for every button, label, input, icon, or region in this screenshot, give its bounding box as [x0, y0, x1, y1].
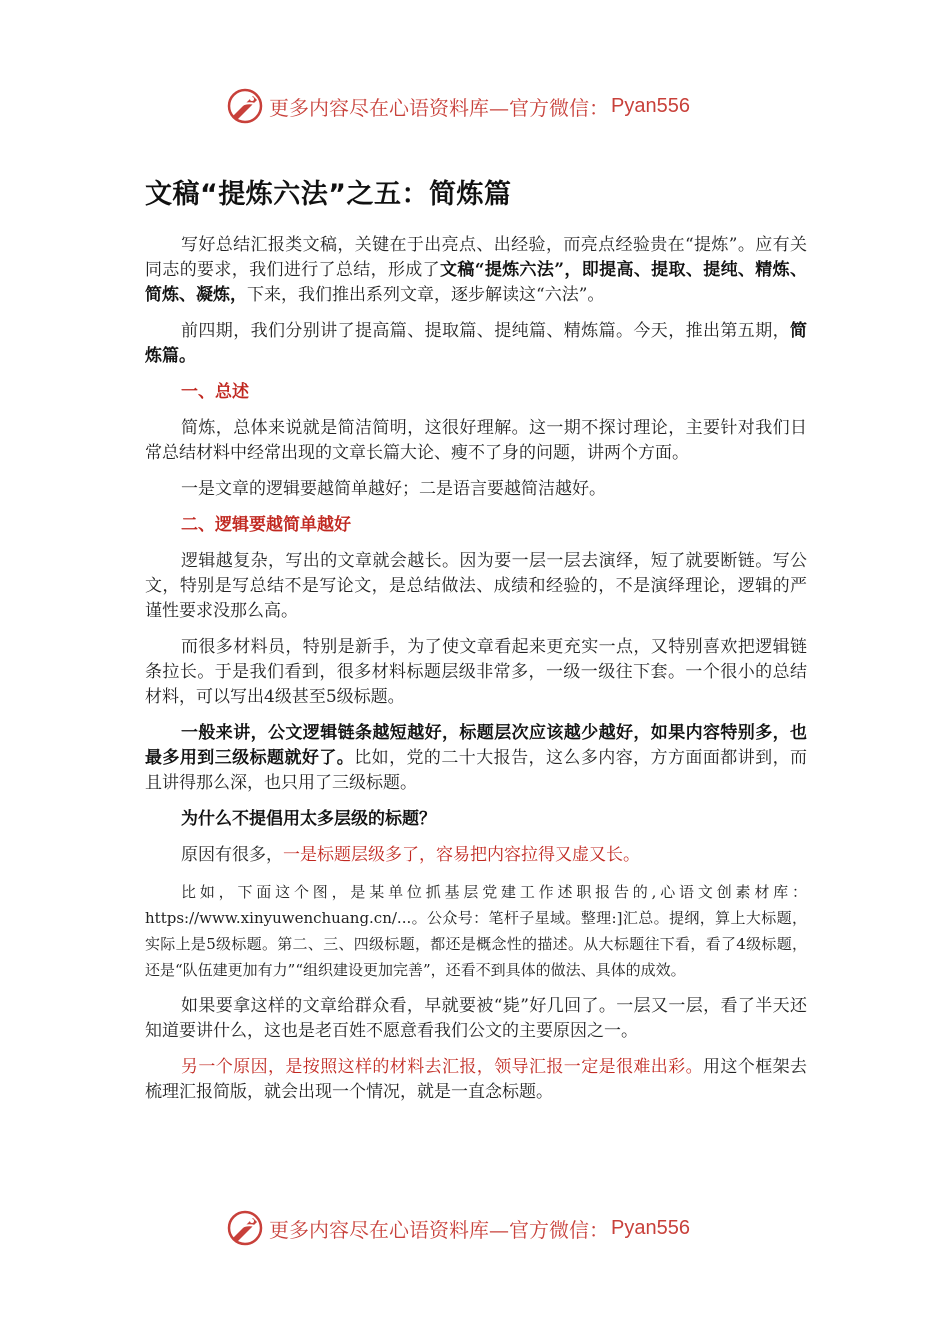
banner-wechat-id: Pyan556: [611, 94, 690, 117]
section-heading-overview: 一、总述: [181, 382, 249, 402]
article: [145, 172, 807, 1116]
pen-nib-logo-icon: [225, 86, 265, 126]
footer-banner: [225, 1208, 725, 1248]
paragraph-previous: 前四期，我们分别讲了提高篇、提取篇、提纯篇、精炼篇。今天，推出第五期，简炼篇。: [145, 321, 807, 366]
paragraph-overview: 简炼，总体来说就是简洁简明，这很好理解。这一期不探讨理论，主要针对我们日常总结材料中经常出现的文章长篇大论、瘦不了身的问题，讲两个方面。: [145, 418, 807, 463]
pen-nib-logo-icon: [225, 1208, 265, 1248]
article-title: 文稿“提炼六法”之五：简炼篇: [145, 179, 512, 210]
paragraph-readers: 如果要拿这样的文章给群众看，早就要被“毙”好几回了。一层又一层，看了半天还知道要讲什么，这也是老百姓不愿意看我们公文的主要原因之一。: [145, 996, 807, 1041]
paragraph-two-aspects: 一是文章的逻辑要越简单越好；二是语言要越简洁越好。: [181, 479, 606, 499]
banner-text: 更多内容尽在心语资料库—官方微信：: [269, 95, 609, 120]
header-banner: [225, 86, 725, 126]
paragraph-example: 比如，下面这个图，是某单位抓基层党建工作述职报告的,心语文创素材库：https://www.xinyuwenchuang.cn/...。公众号：笔杆子星域。整理:]汇总。提纲，算上大标题，实际上是5级标题。第二、三、四级标题，都还是概念性的描述。从大标题往下看，看了4级标题，还是“队伍建更加有力”“组织建设更加完善”，还看不到具体的做法、具体的成效。: [145, 883, 807, 979]
banner-text: 更多内容尽在心语资料库—官方微信：: [269, 1217, 609, 1242]
banner-wechat-id: Pyan556: [611, 1216, 690, 1239]
paragraph-logic: 逻辑越复杂，写出的文章就会越长。因为要一层一层去演绎，短了就要断链。写公文，特别是写总结不是写论文，是总结做法、成绩和经验的，不是演绎理论，逻辑的严谨性要求没那么高。: [145, 551, 807, 621]
paragraph-reasons: 原因有很多，一是标题层级多了，容易把内容拉得又虚又长。: [181, 845, 640, 865]
paragraph-other-reason: 另一个原因，是按照这样的材料去汇报，领导汇报一定是很难出彩。用这个框架去梳理汇报简版，就会出现一个情况，就是一直念标题。: [145, 1057, 807, 1102]
paragraph-writers: 而很多材料员，特别是新手，为了使文章看起来更充实一点，又特别喜欢把逻辑链条拉长。于是我们看到，很多材料标题层级非常多，一级一级往下套。一个很小的总结材料，可以写出4级甚至5级标题。: [145, 637, 807, 707]
section-heading-logic: 二、逻辑要越简单越好: [181, 515, 351, 535]
paragraph-intro: 写好总结汇报类文稿，关键在于出亮点、出经验，而亮点经验贵在“提炼”。应有关同志的要求，我们进行了总结，形成了文稿“提炼六法”，即提高、提取、提纯、精炼、简炼、凝炼，下来，我们推出系列文章，逐步解读这“六法”。: [145, 235, 807, 305]
question-heading: 为什么不提倡用太多层级的标题？: [181, 809, 436, 829]
paragraph-general-rule: 一般来讲，公文逻辑链条越短越好，标题层次应该越少越好，如果内容特别多，也最多用到三级标题就好了。比如，党的二十大报告，这么多内容，方方面面都讲到，而且讲得那么深，也只用了三级标题。: [145, 723, 808, 793]
